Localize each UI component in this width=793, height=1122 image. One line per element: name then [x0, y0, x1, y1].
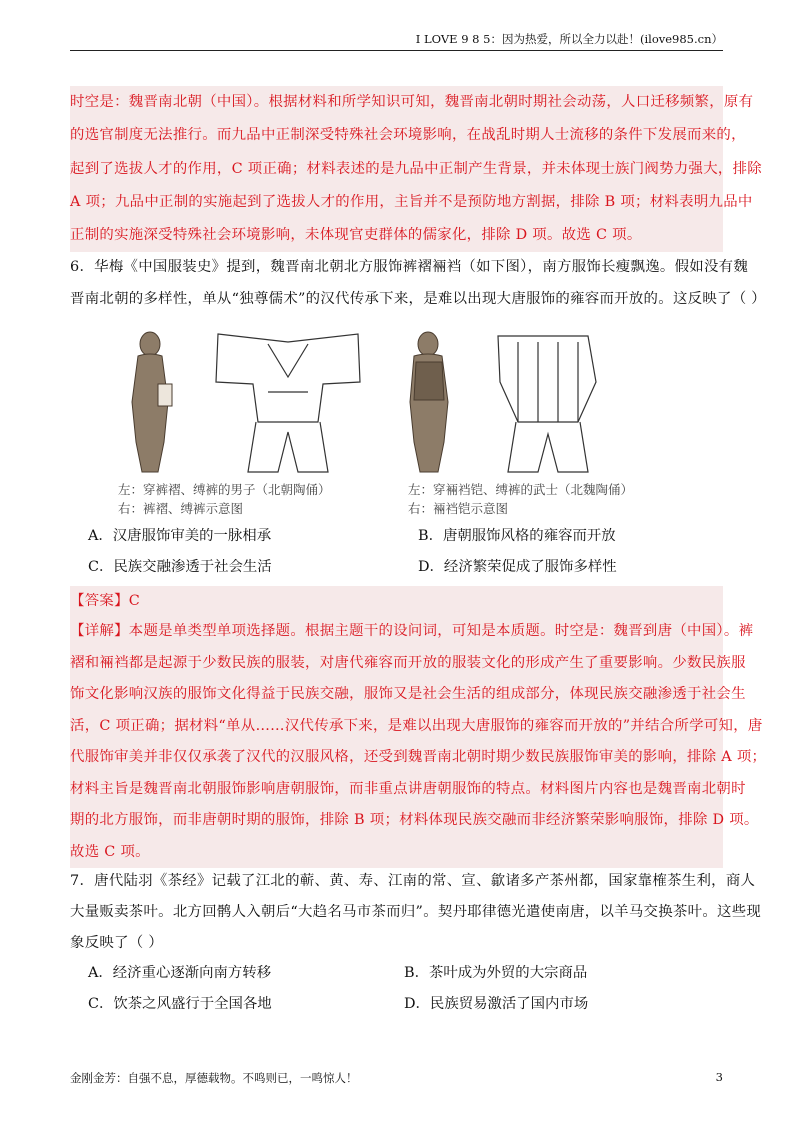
q6-answer-block: [70, 586, 767, 868]
explanation-line: 故选 C 项。: [70, 843, 150, 860]
caption-left-1: 左：穿裤褶、缚裤的男子（北朝陶俑）: [118, 482, 331, 497]
page-number: 3: [715, 1070, 723, 1084]
caption-left-2: 右：裤褶、缚裤示意图: [118, 501, 244, 516]
explanation-line: 的选官制度无法推行。而九品中正制深受特殊社会环境影响，在战乱时期人士流移的条件下发展而来的，: [70, 127, 746, 144]
q7-option-c: C．饮茶之风盛行于全国各地: [88, 996, 272, 1012]
explanation-line: A 项；九品中正制的实施起到了选拔人才的作用，主旨并不是预防地方割据，排除 B 项；材料表明九品中: [70, 193, 753, 210]
answer-label: 【答案】C: [70, 593, 141, 609]
explanation-line: 褶和裲裆都是起源于少数民族的服装，对唐代雍容而开放的服装文化的形成产生了重要影响。少数民族服: [70, 654, 746, 671]
explanation-line: 材料主旨是魏晋南北朝服饰影响唐朝服饰，而非重点讲唐朝服饰的特点。材料图片内容也是魏晋南北朝时: [70, 780, 746, 797]
caption-right-2: 右：裲裆铠示意图: [408, 501, 509, 516]
northern-wei-warrior-figurine-image: [410, 332, 448, 472]
caption-right-1: 左：穿裲裆铠、缚裤的武士（北魏陶俑）: [408, 482, 634, 497]
kuzhe-garment-diagram: [216, 334, 360, 472]
q7-option-a: A．经济重心逐渐向南方转移: [88, 965, 272, 981]
q7-stem-line: 象反映了（ ）: [70, 935, 164, 951]
page-footer: [70, 1070, 723, 1086]
q7-option-b: B．茶叶成为外贸的大宗商品: [404, 965, 588, 981]
clothing-figure: [118, 322, 678, 522]
northern-dynasty-figurine-image: [132, 332, 172, 472]
q6-option-b: B．唐朝服饰风格的雍容而开放: [418, 528, 616, 544]
clothing-illustrations: [118, 322, 678, 482]
explanation-line: 起到了选拔人才的作用，C 项正确；材料表述的是九品中正制产生背景，并未体现士族门阀势力强大，排除: [70, 160, 762, 177]
explanation-line: 【详解】本题是单类型单项选择题。根据主题干的设问词，可知是本质题。时空是：魏晋到唐（中国）。裤: [70, 623, 754, 639]
header-text: I LOVE 9 8 5：因为热爱，所以全力以赴！(ilove985.cn）: [415, 32, 723, 46]
q7-option-d: D．民族贸易激活了国内市场: [404, 996, 589, 1012]
explanation-line: 活，C 项正确；据材料“单从……汉代传承下来，是难以出现大唐服饰的雍容而开放的”并结合所学可知，唐: [70, 717, 763, 734]
prev-explanation-block: [70, 86, 762, 252]
q6-stem-line: 晋南北朝的多样性，单从“独尊儒术”的汉代传承下来，是难以出现大唐服饰的雍容而开放的。这反映了（ ）: [70, 291, 766, 307]
q6-option-d: D．经济繁荣促成了服饰多样性: [418, 559, 617, 575]
q7-stem-line: 大量贩卖茶叶。北方回鹘人入朝后“大趋名马市茶而归”。契丹耶律德光遣使南唐，以羊马交换茶叶。这些现: [70, 904, 762, 920]
q7-stem-line: 7．唐代陆羽《茶经》记载了江北的蕲、黄、寿、江南的常、宣、歙诸多产茶州都，国家靠榷茶生利，商人: [70, 873, 756, 889]
explanation-line: 正制的实施深受特殊社会环境影响，未体现官吏群体的儒家化，排除 D 项。故选 C 项。: [70, 227, 642, 244]
explanation-line: 代服饰审美并非仅仅承袭了汉代的汉服风格，还受到魏晋南北朝时期少数民族服饰审美的影响，排除 A 项；: [70, 749, 767, 765]
footer-motto: 金刚金芳：自强不息，厚德载物。不鸣则已，一鸣惊人！: [70, 1071, 358, 1085]
liangdang-armor-diagram: [498, 336, 596, 472]
page-header: [70, 28, 723, 51]
explanation-line: 时空是：魏晋南北朝（中国）。根据材料和所学知识可知，魏晋南北朝时期社会动荡，人口迁移频繁，原有: [70, 94, 754, 110]
explanation-line: 期的北方服饰，而非唐朝时期的服饰，排除 B 项；材料体现民族交融而非经济繁荣影响服饰，排除 D 项。: [70, 812, 759, 828]
q6-option-a: A．汉唐服饰审美的一脉相承: [88, 528, 272, 544]
explanation-line: 饰文化影响汉族的服饰文化得益于民族交融，服饰又是社会生活的组成部分，体现民族交融渗透于社会生: [70, 686, 746, 702]
q6-option-c: C．民族交融渗透于社会生活: [88, 559, 272, 575]
q6-stem-line: 6．华梅《中国服装史》提到，魏晋南北朝北方服饰裤褶裲裆（如下图），南方服饰长瘦飘逸。假如没有魏: [70, 259, 749, 275]
